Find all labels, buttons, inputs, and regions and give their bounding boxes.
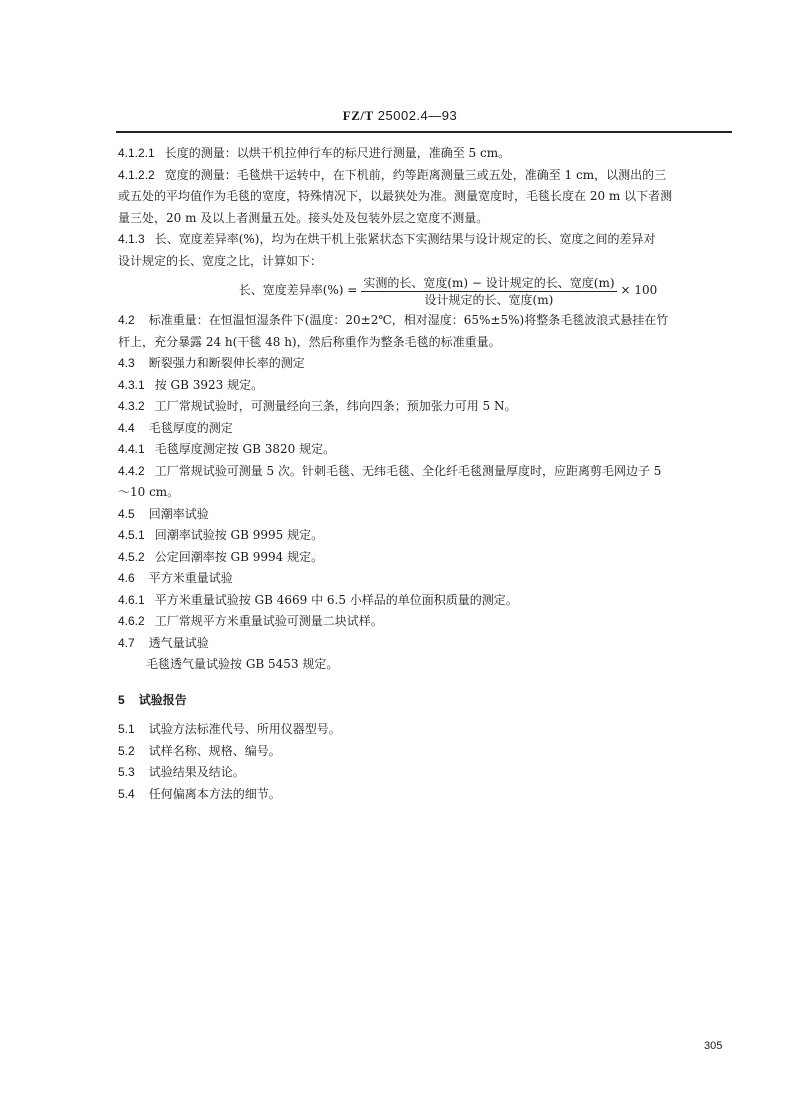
formula-lhs: 长、宽度差异率(%) = <box>238 283 358 298</box>
clause-line: 设计规定的长、宽度之比，计算如下： <box>118 253 323 268</box>
clause-heading: 4.7 透气量试验 <box>118 635 209 650</box>
standard-number: 25002.4—93 <box>377 108 458 123</box>
clause-line: 毛毯透气量试验按 GB 5453 规定。 <box>146 657 339 671</box>
page-number: 305 <box>704 1040 723 1052</box>
report-item: 5.2 试样名称、规格、编号。 <box>118 743 281 758</box>
clause-line: 4.3.2 工厂常规试验时，可测量经向三条，纬向四条；预加张力可用 5 N。 <box>118 399 517 413</box>
standard-prefix: FZ/T <box>342 108 374 123</box>
clause-line: 或五处的平均值作为毛毯的宽度，特殊情况下，以最狭处为准。测量宽度时，毛毯长度在 20 m 以下者测 <box>118 189 673 203</box>
clause-line: 杆上，充分暴露 24 h(干毯 48 h)，然后称重作为整条毛毯的标准重量。 <box>118 334 501 349</box>
report-item: 5.4 任何偏离本方法的细节。 <box>118 786 281 801</box>
report-item: 5.3 试验结果及结论。 <box>118 765 245 779</box>
header-rule <box>116 131 732 133</box>
formula-factor: × 100 <box>620 283 658 298</box>
clause-line: 4.5.1 回潮率试验按 GB 9995 规定。 <box>118 528 324 542</box>
clause-heading: 4.6 平方米重量试验 <box>118 571 233 585</box>
clause-line: 4.1.2.2 宽度的测量：毛毯烘干运转中，在下机前，约等距离测量三或五处，准确至 1 cm，以测出的三 <box>118 167 667 182</box>
clause-line: 量三处，20 m 及以上者测量五处。接头处及包装外层之宽度不测量。 <box>118 210 489 225</box>
formula-denominator: 设计规定的长、宽度(m) <box>424 292 554 307</box>
clause-line: 4.5.2 公定回潮率按 GB 9994 规定。 <box>118 549 324 564</box>
clause-line: 4.4.2 工厂常规试验可测量 5 次。针刺毛毯、无纬毛毯、全化纤毛毯测量厚度时，应距离剪毛网边子 5 <box>118 463 662 478</box>
clause-line: 4.6.2 工厂常规平方米重量试验可测量二块试样。 <box>118 614 383 628</box>
document-body <box>118 143 748 805</box>
clause-line: 4.6.1 平方米重量试验按 GB 4669 中 6.5 小样品的单位面积质量的测定。 <box>118 592 518 607</box>
report-item: 5.1 试验方法标准代号、所用仪器型号。 <box>118 722 341 736</box>
standard-code-header <box>0 108 800 124</box>
clause-line: ～10 cm。 <box>118 485 180 499</box>
formula-numerator: 实测的长、宽度(m) − 设计规定的长、宽度(m) <box>363 275 615 290</box>
difference-rate-formula <box>148 272 748 310</box>
clause-line: 4.1.2.1 长度的测量：以烘干机拉伸行车的标尺进行测量，准确至 5 cm。 <box>118 146 511 160</box>
formula-fraction <box>361 275 616 308</box>
clause-heading: 4.3 断裂强力和断裂伸长率的测定 <box>118 356 305 370</box>
clause-line: 4.3.1 按 GB 3923 规定。 <box>118 377 264 392</box>
section-title: 5 试验报告 <box>118 692 187 707</box>
clause-heading: 4.5 回潮率试验 <box>118 506 209 521</box>
clause-line: 4.4.1 毛毯厚度测定按 GB 3820 规定。 <box>118 442 336 456</box>
clause-line: 4.2 标准重量：在恒温恒湿条件下(温度：20±2℃，相对湿度：65%±5%)将整条毛毯波浪式悬挂在竹 <box>118 313 669 327</box>
clause-heading: 4.4 毛毯厚度的测定 <box>118 420 233 435</box>
clause-line: 4.1.3 长、宽度差异率(%)，均为在烘干机上张紧状态下实测结果与设计规定的长、宽度之间的差异对 <box>118 232 656 246</box>
